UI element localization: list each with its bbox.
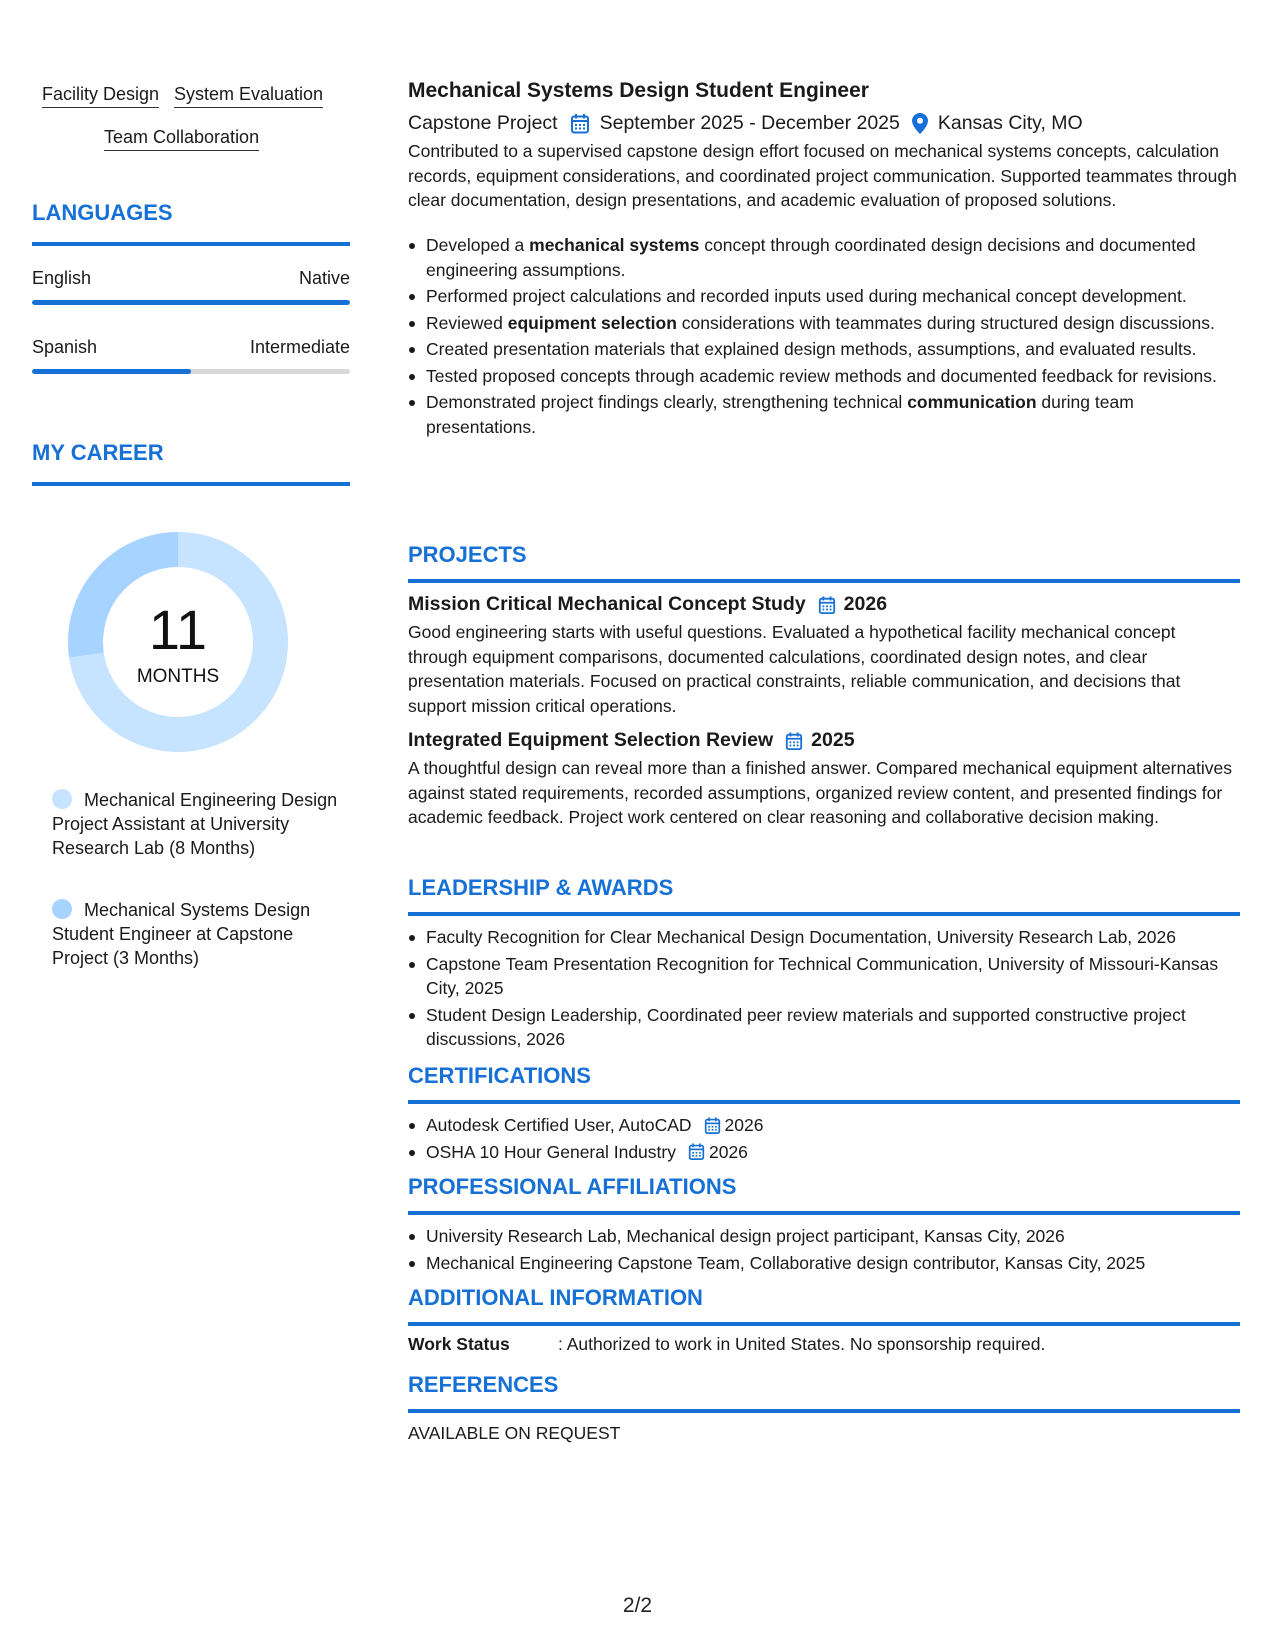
certifications-title: CERTIFICATIONS [408, 1063, 591, 1088]
skill-tag: Facility Design [42, 84, 159, 108]
career-legend-item [52, 898, 342, 970]
cert-year: 2026 [724, 1115, 764, 1135]
list-item: Created presentation materials that explained design methods, assumptions, and evaluated results. [408, 337, 1238, 362]
page-number: 2/2 [622, 1594, 653, 1617]
section-divider [408, 1409, 1240, 1413]
language-level-bar [32, 300, 350, 305]
affiliations-title: PROFESSIONAL AFFILIATIONS [408, 1174, 737, 1199]
project-description: A thoughtful design can reveal more than a finished answer. Compared mechanical equipment alternatives against stated requirements, recorded assumptions, organized review content, and presented findings for academic feedback. Project work centered on clear reasoning and collaborative decision making. [408, 758, 1232, 827]
list-item: Autodesk Certified User, AutoCAD 2026 [408, 1113, 1238, 1138]
language-level-fill [32, 369, 191, 374]
certifications-list [408, 1113, 1238, 1166]
job-dates: September 2025 - December 2025 [599, 112, 900, 134]
list-item: University Research Lab, Mechanical design project participant, Kansas City, 2026 [408, 1224, 1238, 1249]
projects-title: PROJECTS [408, 542, 527, 567]
career-total-number: 11 [148, 598, 208, 661]
references-title: REFERENCES [408, 1372, 559, 1397]
list-item: Developed a mechanical systems concept through coordinated design decisions and documented engineering assumptions. [408, 233, 1238, 282]
cert-year: 2026 [708, 1141, 748, 1162]
language-level-bar [32, 369, 350, 374]
career-title: MY CAREER [32, 440, 164, 465]
section-divider [32, 482, 350, 486]
work-status-label: Work Status [408, 1334, 510, 1354]
job-summary: Contributed to a supervised capstone design effort focused on mechanical systems concepts, calculation records, equipment considerations, and coordinated project communication. Supported teammates through clear documentation, design presentations, and academic evaluation of proposed solutions. [408, 141, 1237, 210]
job-title: Mechanical Systems Design Student Engineer [408, 79, 869, 102]
list-item: Performed project calculations and recorded inputs used during mechanical concept development. [408, 284, 1238, 309]
skill-tag: Team Collaboration [104, 127, 259, 151]
calendar-icon [818, 595, 836, 615]
section-divider [408, 1211, 1240, 1215]
language-name: English [32, 268, 92, 288]
section-divider [408, 912, 1240, 916]
languages-title: LANGUAGES [32, 200, 173, 225]
calendar-icon [688, 1142, 705, 1161]
calendar-icon [785, 731, 803, 751]
language-level-fill [32, 300, 350, 305]
affiliations-list [408, 1224, 1238, 1277]
section-divider [408, 1322, 1240, 1326]
legend-dot-icon [52, 899, 72, 919]
list-item: Tested proposed concepts through academic review methods and documented feedback for revisions. [408, 364, 1238, 389]
list-item: OSHA 10 Hour General Industry 2026 [408, 1140, 1238, 1165]
section-divider [408, 1100, 1240, 1104]
work-status-value: : Authorized to work in United States. No sponsorship required. [558, 1334, 1046, 1354]
section-divider [408, 579, 1240, 583]
list-item: Faculty Recognition for Clear Mechanical Design Documentation, University Research Lab, 2026 [408, 925, 1238, 950]
career-legend-item [52, 788, 342, 860]
calendar-icon [570, 113, 590, 134]
list-item: Mechanical Engineering Capstone Team, Collaborative design contributor, Kansas City, 2025 [408, 1251, 1238, 1276]
project-year: 2025 [811, 729, 855, 751]
career-legend-text: Mechanical Engineering Design Project Assistant at University Research Lab (8 Months) [52, 790, 338, 858]
job-bullets [408, 233, 1238, 441]
career-legend-text: Mechanical Systems Design Student Engineer at Capstone Project (3 Months) [52, 900, 311, 968]
language-level: Native [298, 268, 350, 288]
additional-info-title: ADDITIONAL INFORMATION [408, 1285, 703, 1310]
location-pin-icon [912, 113, 928, 134]
career-donut-chart [66, 530, 290, 754]
section-divider [32, 242, 350, 246]
list-item: Demonstrated project findings clearly, strengthening technical communication during team presentations. [408, 390, 1238, 439]
list-item: Student Design Leadership, Coordinated peer review materials and supported constructive project discussions, 2026 [408, 1003, 1238, 1052]
project-description: Good engineering starts with useful questions. Evaluated a hypothetical facility mechanical concept through equipment comparisons, documented calculations, coordinated design notes, and clear presentation materials. Focused on practical constraints, reliable communication, and decisions that support mission critical operations. [408, 622, 1181, 716]
list-item: Reviewed equipment selection considerations with teammates during structured design discussions. [408, 311, 1238, 336]
language-level: Intermediate [249, 337, 350, 357]
leadership-title: LEADERSHIP & AWARDS [408, 875, 674, 900]
job-meta [408, 112, 1083, 135]
references-text: AVAILABLE ON REQUEST [408, 1423, 621, 1443]
project-year: 2026 [843, 593, 888, 615]
leadership-list [408, 925, 1238, 1054]
career-total-unit: MONTHS [136, 666, 220, 687]
project-title: Mission Critical Mechanical Concept Study 2026 [408, 593, 888, 615]
calendar-icon [704, 1116, 721, 1135]
language-name: Spanish [32, 337, 98, 357]
project-title: Integrated Equipment Selection Review 2025 [408, 729, 855, 751]
skill-tag: System Evaluation [174, 84, 323, 108]
legend-dot-icon [52, 789, 72, 809]
job-company: Capstone Project [408, 112, 558, 134]
list-item: Capstone Team Presentation Recognition for Technical Communication, University of Missouri-Kansas City, 2025 [408, 952, 1238, 1001]
job-location: Kansas City, MO [937, 112, 1083, 134]
